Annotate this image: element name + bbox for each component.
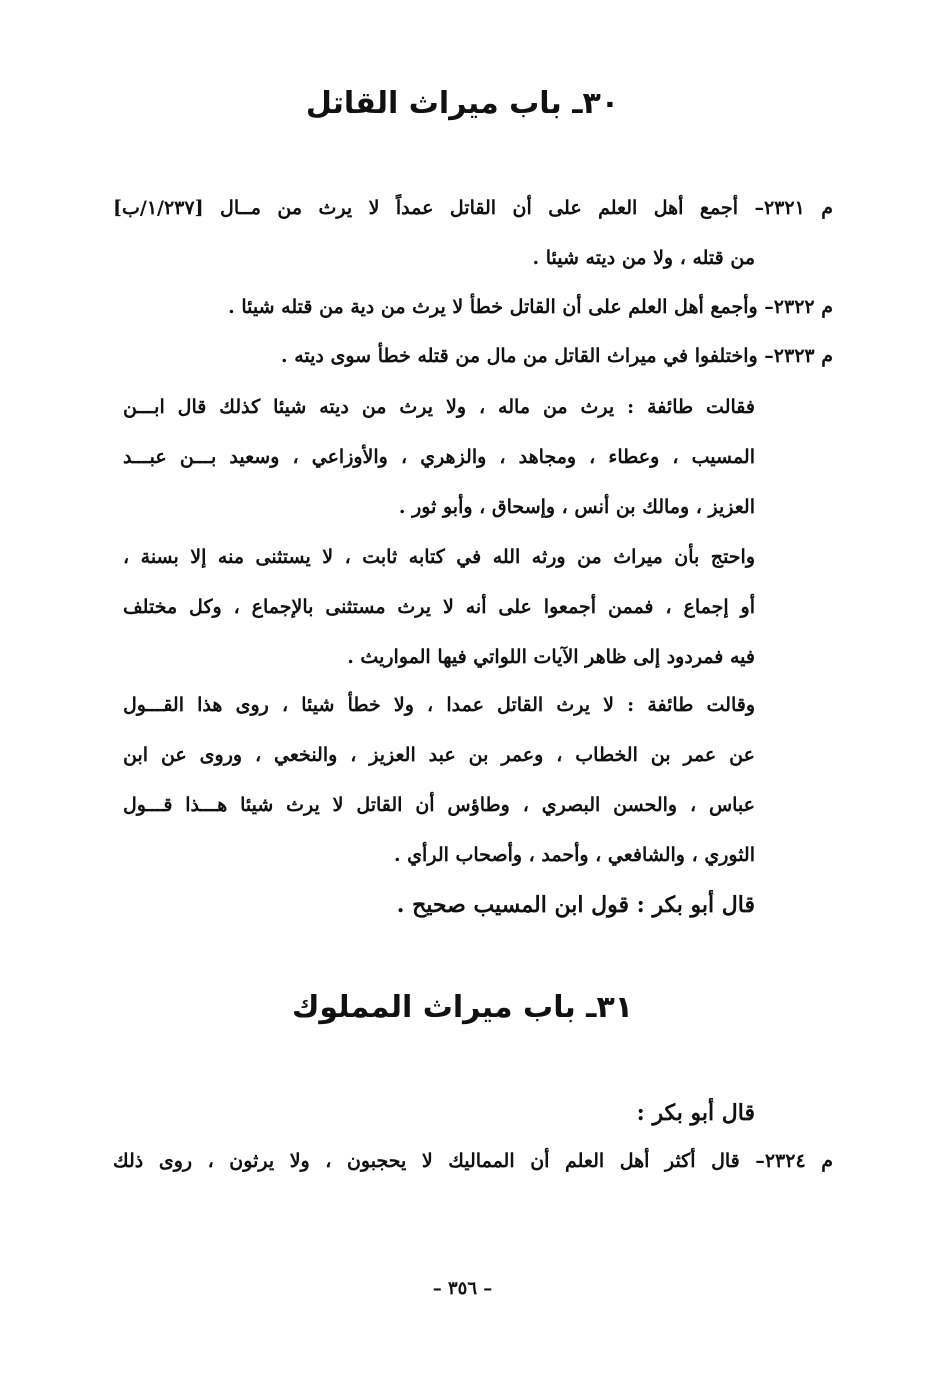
text-line-2322: م ٢٣٢٢– وأجمع أهل العلم على أن القاتل خطأ لا يرث من دية من قتله شيئا . [228,296,833,318]
text-line: من قتله ، ولا من ديته شيئا . [532,247,755,269]
page-number: – ٣٥٦ – [432,1278,493,1299]
text-line: العزيز ، ومالك بن أنس ، وإسحاق ، وأبو ثور . [398,496,755,518]
text-line: عباس ، والحسن البصري ، وطاؤس أن القاتل لا يرث شيئا هـــذا قـــول [123,794,755,816]
text-line: وقالت طائفة : لا يرث القاتل عمدا ، ولا خطأ شيئا ، روى هذا القـــول [123,694,755,716]
text-line: الثوري ، والشافعي ، وأحمد ، وأصحاب الرأي . [393,844,755,866]
chapter-30-heading: ٣٠ـ باب ميراث القاتل [305,86,620,121]
text-line: أو إجماع ، فممن أجمعوا على أنه لا يرث مستثنى بالإجماع ، وكل مختلف [123,596,755,618]
text-line: عن عمر بن الخطاب ، وعمر بن عبد العزيز ، والنخعي ، وروى عن ابن [123,744,755,766]
text-line: واحتج بأن ميراث من ورثه الله في كتابه ثابت ، لا يستثنى منه إلا بسنة ، [123,546,755,568]
chapter-31-heading: ٣١ـ باب ميراث المملوك [291,990,634,1025]
text-line: فقالت طائفة : يرث من ماله ، ولا يرث من ديته شيئا كذلك قال ابـــن [123,396,755,418]
text-line-2324: م ٢٣٢٤– قال أكثر أهل العلم أن المماليك لا يحجبون ، ولا يرثون ، روى ذلك [113,1150,833,1172]
text-line-2323: م ٢٣٢٣– واختلفوا في ميراث القاتل من مال من قتله خطأ سوى ديته . [280,345,833,367]
abu-bakr-said: قال أبو بكر : [636,1100,755,1126]
text-line-2321: م ٢٣٢١– أجمع أهل العلم على أن القاتل عمداً لا يرث من مــال [١/٢٣٧/ب] [113,197,833,219]
abu-bakr-ruling: قال أبو بكر : قول ابن المسيب صحيح . [396,892,755,918]
text-line: فيه فمردود إلى ظاهر الآيات اللواتي فيها المواريث . [347,646,755,668]
text-line: المسيب ، وعطاء ، ومجاهد ، والزهري ، والأوزاعي ، وسعيد بـــن عبـــد [123,446,755,468]
